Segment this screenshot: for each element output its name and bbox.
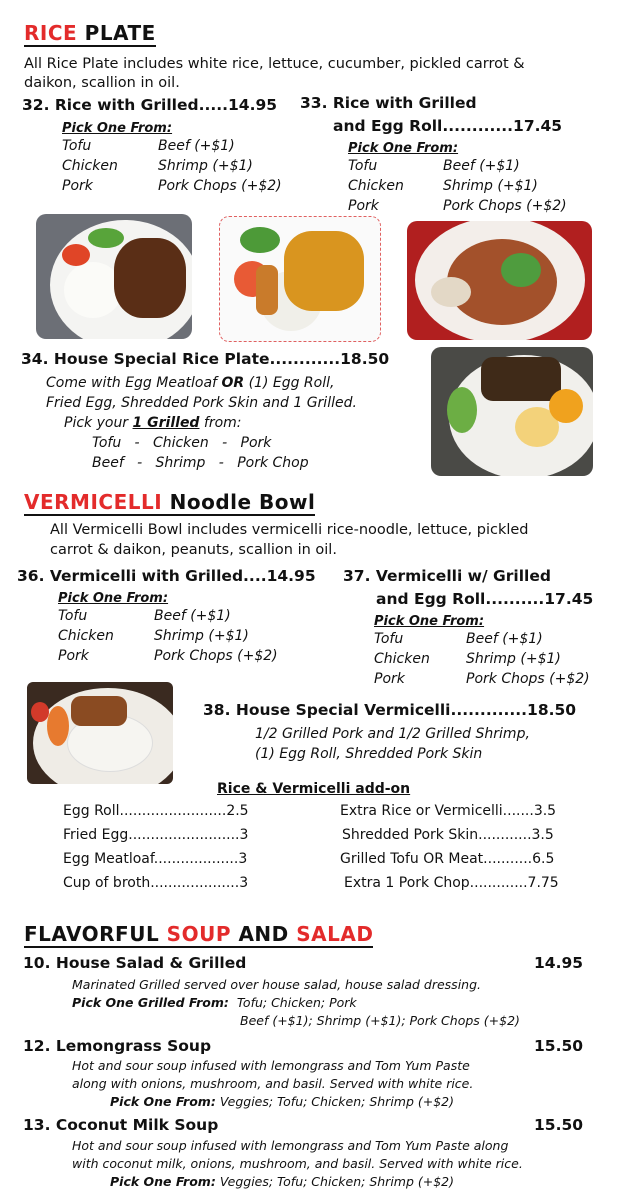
vermicelli-heading-black: Noodle Bowl: [169, 490, 316, 514]
addon-right-4: Extra 1 Pork Chop.............7.75: [344, 875, 559, 891]
item-36-opt-left-2: Chicken: [58, 628, 114, 644]
item-13-pick-label: Pick One From:: [110, 1174, 216, 1189]
rice-plate-heading-red: RICE: [24, 21, 78, 45]
rice-grilled-photo: [36, 214, 192, 339]
addon-left-1: Egg Roll........................2.5: [63, 803, 249, 819]
item-10-title: 10. House Salad & Grilled: [23, 954, 247, 972]
item-36-title: 36. Vermicelli with Grilled....14.95: [17, 567, 316, 585]
item-36-pick-heading: Pick One From:: [58, 591, 169, 606]
item-32-opt-left-2: Chicken: [62, 158, 118, 174]
item-34-desc-line1-c: (1) Egg Roll,: [244, 375, 335, 391]
item-13-pick: [110, 1173, 454, 1191]
item-37-opt-left-1: Tofu: [374, 631, 404, 647]
soup-salad-heading: [24, 923, 373, 948]
item-12-pick: [110, 1093, 454, 1111]
rice-plate-heading-black: PLATE: [84, 21, 156, 45]
soup-heading-word2: SOUP: [166, 922, 231, 946]
item-33-title-line1: 33. Rice with Grilled: [300, 94, 477, 112]
item-12-price: 15.50: [534, 1037, 584, 1055]
item-32-pick-heading: Pick One From:: [62, 121, 173, 136]
item-13-pick-options: Veggies; Tofu; Chicken; Shrimp (+$2): [219, 1174, 455, 1189]
addon-left-4: Cup of broth....................3: [63, 875, 249, 891]
item-13-price: 15.50: [534, 1116, 584, 1134]
item-33-opt-left-2: Chicken: [348, 178, 404, 194]
item-12-title: 12. Lemongrass Soup: [23, 1037, 212, 1055]
addon-right-3: Grilled Tofu OR Meat...........6.5: [340, 851, 555, 867]
item-12-desc-line2: along with onions, mushroom, and basil. Served with white rice.: [72, 1076, 474, 1091]
soup-heading-word1: FLAVORFUL: [24, 922, 160, 946]
item-36-opt-right-2: Shrimp (+$1): [154, 628, 249, 644]
item-10-desc: Marinated Grilled served over house salad, house salad dressing.: [72, 977, 481, 992]
item-34-desc-line1: [46, 373, 334, 393]
item-33-opt-left-3: Pork: [348, 198, 379, 214]
vermicelli-photo: [27, 682, 173, 784]
item-34-title: 34. House Special Rice Plate............18.50: [21, 350, 390, 368]
addon-right-1: Extra Rice or Vermicelli.......3.5: [340, 803, 557, 819]
item-13-title: 13. Coconut Milk Soup: [23, 1116, 219, 1134]
item-10-price: 14.95: [534, 954, 584, 972]
item-34-desc-line3-c: from:: [199, 415, 242, 431]
item-13-desc-line1: Hot and sour soup infused with lemongrass and Tom Yum Paste along: [72, 1138, 509, 1153]
item-37-opt-right-2: Shrimp (+$1): [466, 651, 561, 667]
item-34-desc-line3-a: Pick your: [64, 415, 133, 431]
rice-house-special-photo: [431, 347, 593, 476]
soup-heading-word4: SALAD: [296, 922, 374, 946]
item-32-opt-left-1: Tofu: [62, 138, 92, 154]
item-32-title: 32. Rice with Grilled.....14.95: [22, 96, 278, 114]
item-34-desc-line2: Fried Egg, Shredded Pork Skin and 1 Grilled.: [46, 395, 357, 411]
item-38-title: 38. House Special Vermicelli.............18.50: [203, 701, 577, 719]
item-13-desc-line2: with coconut milk, onions, mushroom, and basil. Served with white rice.: [72, 1156, 523, 1171]
item-10-pick-line1: [72, 994, 357, 1012]
item-36-opt-right-1: Beef (+$1): [154, 608, 231, 624]
item-34-options-line1: Tofu - Chicken - Pork: [92, 435, 272, 451]
item-38-desc-line1: 1/2 Grilled Pork and 1/2 Grilled Shrimp,: [255, 726, 530, 742]
item-32-opt-right-3: Pork Chops (+$2): [158, 178, 282, 194]
addon-left-2: Fried Egg.........................3: [63, 827, 249, 843]
item-36-opt-left-1: Tofu: [58, 608, 88, 624]
item-33-opt-left-1: Tofu: [348, 158, 378, 174]
item-12-pick-label: Pick One From:: [110, 1094, 216, 1109]
rice-plate-heading: [24, 22, 156, 47]
rice-intro-line2: daikon, scallion in oil.: [24, 75, 180, 91]
item-12-pick-options: Veggies; Tofu; Chicken; Shrimp (+$2): [219, 1094, 455, 1109]
item-33-title-line2: and Egg Roll............17.45: [333, 117, 563, 135]
rice-intro-line1: All Rice Plate includes white rice, lettuce, cucumber, pickled carrot &: [24, 56, 525, 72]
item-32-opt-right-2: Shrimp (+$1): [158, 158, 253, 174]
item-32-opt-right-1: Beef (+$1): [158, 138, 235, 154]
item-36-opt-left-3: Pork: [58, 648, 89, 664]
item-10-pick-options2: Beef (+$1); Shrimp (+$1); Pork Chops (+$2): [240, 1013, 520, 1028]
item-34-one-grilled: 1 Grilled: [132, 415, 200, 431]
vermicelli-intro-line1: All Vermicelli Bowl includes vermicelli rice-noodle, lettuce, pickled: [50, 522, 529, 538]
item-33-opt-right-2: Shrimp (+$1): [443, 178, 538, 194]
item-37-opt-right-1: Beef (+$1): [466, 631, 543, 647]
item-33-pick-heading: Pick One From:: [348, 141, 459, 156]
item-10-pick-label: Pick One Grilled From:: [72, 995, 229, 1010]
item-34-desc-line1-a: Come with Egg Meatloaf: [46, 375, 222, 391]
item-37-title-line2: and Egg Roll..........17.45: [376, 590, 594, 608]
item-12-desc-line1: Hot and sour soup infused with lemongrass and Tom Yum Paste: [72, 1058, 470, 1073]
rice-eggroll-photo: [219, 216, 381, 342]
item-34-desc-or: OR: [221, 375, 245, 391]
addon-left-3: Egg Meatloaf...................3: [63, 851, 248, 867]
item-37-opt-left-3: Pork: [374, 671, 405, 687]
item-34-desc-line3: [64, 413, 242, 433]
item-37-opt-right-3: Pork Chops (+$2): [466, 671, 590, 687]
vermicelli-heading: [24, 491, 315, 516]
addon-heading: Rice & Vermicelli add-on: [217, 781, 411, 797]
item-34-options-line2: Beef - Shrimp - Pork Chop: [92, 455, 309, 471]
item-33-opt-right-3: Pork Chops (+$2): [443, 198, 567, 214]
addon-right-2: Shredded Pork Skin............3.5: [342, 827, 554, 843]
item-37-opt-left-2: Chicken: [374, 651, 430, 667]
rice-special-bowl-photo: [407, 221, 592, 340]
item-38-desc-line2: (1) Egg Roll, Shredded Pork Skin: [255, 746, 483, 762]
vermicelli-intro-line2: carrot & daikon, peanuts, scallion in oil.: [50, 542, 337, 558]
item-36-opt-right-3: Pork Chops (+$2): [154, 648, 278, 664]
item-37-title-line1: 37. Vermicelli w/ Grilled: [343, 567, 551, 585]
soup-heading-word3: AND: [238, 922, 289, 946]
item-10-pick-options1: Tofu; Chicken; Pork: [236, 995, 357, 1010]
item-33-opt-right-1: Beef (+$1): [443, 158, 520, 174]
item-32-opt-left-3: Pork: [62, 178, 93, 194]
item-37-pick-heading: Pick One From:: [374, 614, 485, 629]
vermicelli-heading-red: VERMICELLI: [24, 490, 163, 514]
